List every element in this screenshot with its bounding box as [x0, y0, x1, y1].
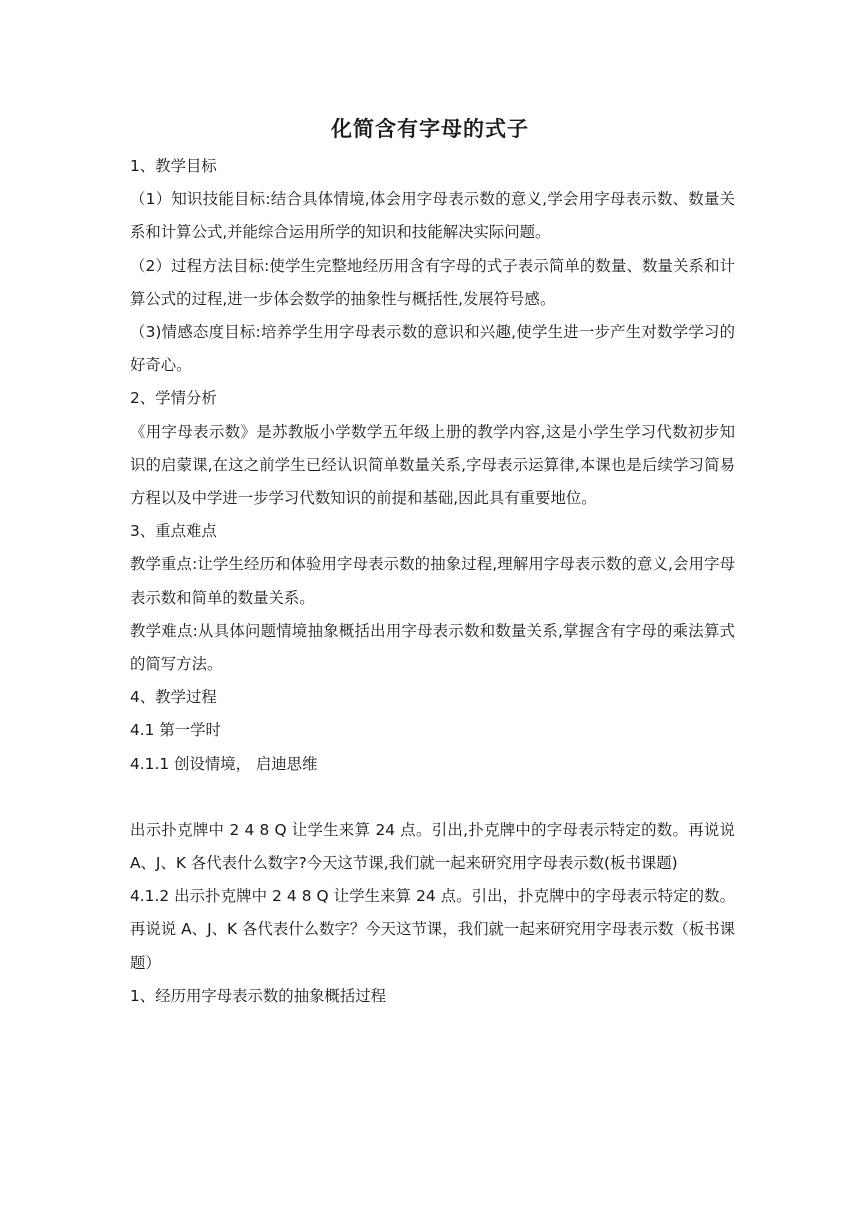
objective-process: （2）过程方法目标:使学生完整地经历用含有字母的式子表示简单的数量、数量关系和计算公式的过程,进一步体会数学的抽象性与概括性,发展符号感。 — [130, 256, 735, 308]
blank-line — [130, 781, 735, 814]
scenario-paragraph: 出示扑克牌中 2 4 8 Q 让学生来算 24 点。引出,扑克牌中的字母表示特定的数。再说说 A、J、K 各代表什么数字?今天这节课,我们就一起来研究用字母表示数(板书课题) — [130, 820, 735, 873]
analysis-paragraph: 《用字母表示数》是苏教版小学数学五年级上册的教学内容,这是小学生学习代数初步知识的启蒙课,在这之前学生已经认识简单数量关系,字母表示运算律,本课也是后续学习简易方程以及中学进一步学习代数知识的前提和基础,因此具有重要地位。 — [130, 422, 735, 508]
objective-attitude: （3)情感态度目标:培养学生用字母表示数的意识和兴趣,使学生进一步产生对数学学习的好奇心。 — [130, 323, 735, 375]
scenario-paragraph-repeat: 4.1.2 出示扑克牌中 2 4 8 Q 让学生来算 24 点。引出，扑克牌中的字母表示特定的数。再说说 A、J、K 各代表什么数字？今天这节课，我们就一起来研究用字母表示数（板书课题） — [130, 887, 735, 972]
section-heading-analysis: 2、学情分析 — [130, 389, 217, 408]
section-heading-objectives: 1、教学目标 — [130, 157, 217, 175]
objective-knowledge: （1）知识技能目标:结合具体情境,体会用字母表示数的意义,学会用字母表示数、数量关系和计算公式,并能综合运用所学的知识和技能解决实际问题。 — [130, 190, 735, 242]
document-title: 化简含有字母的式子 — [331, 117, 529, 141]
subsection-heading-abstraction: 1、经历用字母表示数的抽象概括过程 — [130, 986, 387, 1005]
section-heading-key-points: 3、重点难点 — [130, 522, 217, 541]
subsection-heading-lesson-one: 4.1 第一学时 — [130, 721, 221, 740]
key-point-paragraph: 教学重点:让学生经历和体验用字母表示数的抽象过程,理解用字母表示数的意义,会用字母表示数和简单的数量关系。 — [130, 555, 735, 607]
subsection-heading-scenario: 4.1.1 创设情境， 启迪思维 — [130, 754, 318, 773]
difficulty-paragraph: 教学难点:从具体问题情境抽象概括出用字母表示数和数量关系,掌握含有字母的乘法算式的简写方法。 — [130, 621, 735, 674]
section-heading-process: 4、教学过程 — [130, 688, 217, 707]
document-body — [130, 150, 735, 1013]
